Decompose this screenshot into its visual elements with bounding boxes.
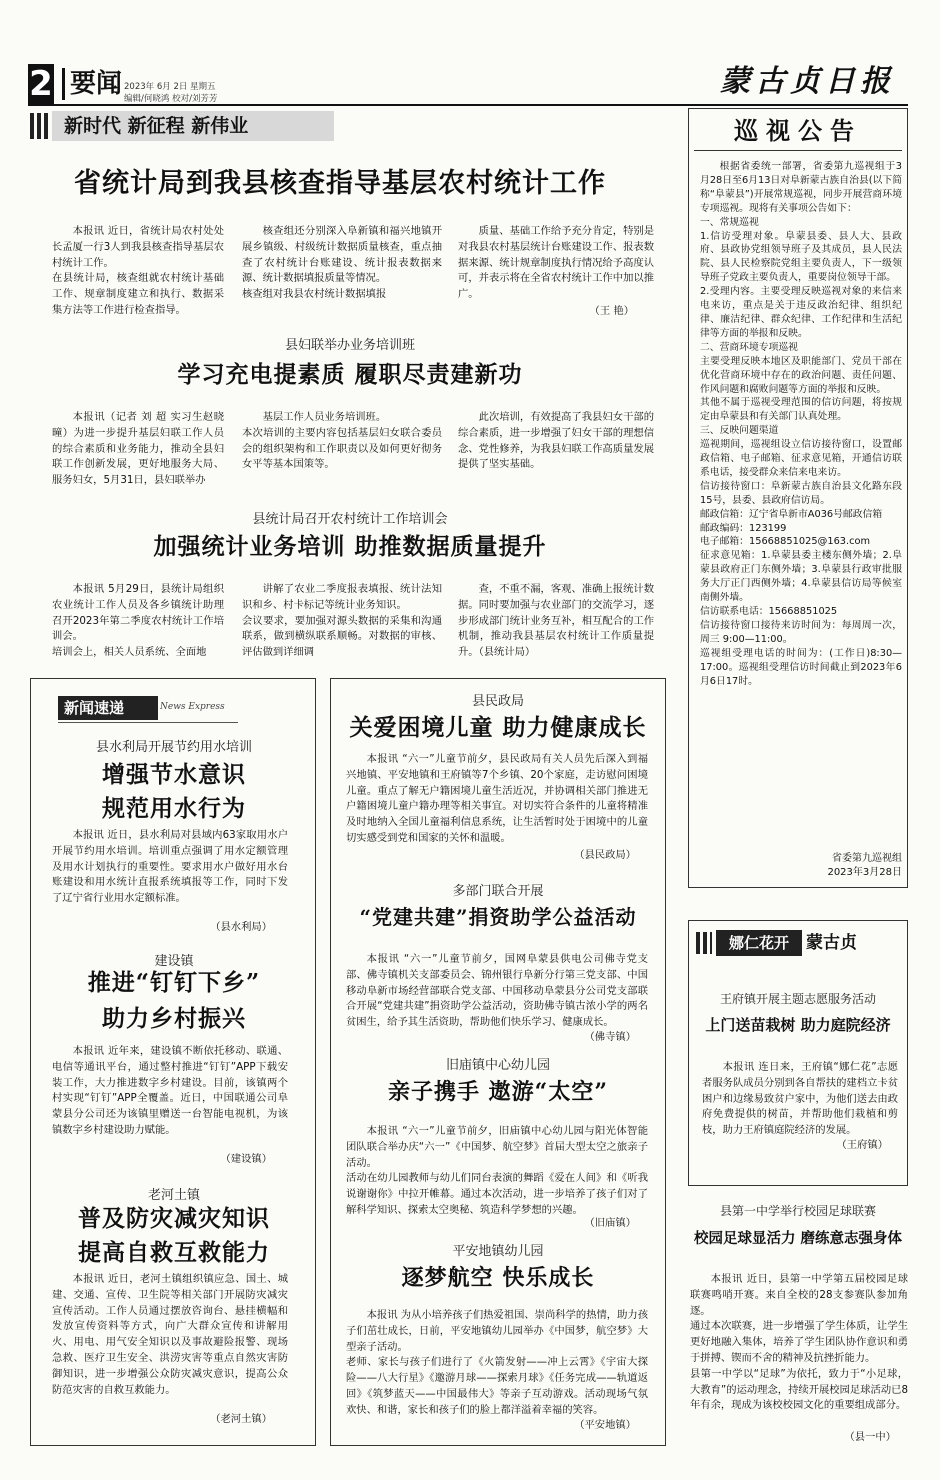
news-title: 亲子携手 遨游“太空” bbox=[388, 1079, 608, 1105]
editors: 编辑/何晓鸿 校对/刘芳芳 bbox=[124, 94, 218, 104]
article-title: 加强统计业务培训 助推数据质量提升 bbox=[153, 533, 547, 560]
notice-text: 根据省委统一部署，省委第九巡视组于3月28日至6月13日对阜新蒙古族自治县(以下简称“阜蒙县”)开展常规巡视，同步开展营商环境专项巡视。现将有关事项公告如下： 一、常规巡视 1.信访受理对象。阜蒙县委、县人大、县政府、县政协党组领导班子及其成员，县人民法院、县人民检察院党组主要负责人，下一级领导班子党政主要负责人，重要岗位领导干部。 2.受理内容。主要受理反映巡视对象的来信来电来访，重点是关于违反政治纪律、组织纪律、廉洁纪律、群众纪律、工作纪律和生活纪律等方面的举报和反映。 二、营商环境专项巡视 主要受理反映本地区及职能部门、党员干部在优化营商环境中存在的政治问题、责任问题、作风问题和腐败问题等方面的举报和反映。 其他不属于巡视受理范围的信访问题，将按规定由阜蒙县和有关部门认真处理。 三、反映问题渠道 巡视期间，巡视组设立信访接待窗口，设置邮政信箱、电子邮箱、征求意见箱，开通信访联系电话，接受群众来信来电来访。 信访接待窗口：阜新蒙古族自治县文化路东段15号，县委、县政府信访局。 邮政信箱：辽宁省阜新市A036号邮政信箱 邮政编码：123199 电子邮箱：15668851025@163.com 征求意见箱：1.阜蒙县委主楼东侧外墙；2.阜蒙县政府正门东侧外墙；3.阜蒙县行政审批服务大厅正门西侧外墙；4.阜蒙县信访局等候室南侧外墙。 信访联系电话：15668851025 信访接待窗口接待来访时间为：每周周一次，周三 9:00—11:00。 巡视组受理电话的时间为：(工作日)8:30—17:00。巡视组受理信访时间截止到2023年6月6日17时。 bbox=[700, 161, 902, 687]
news-subtitle: 平安地镇幼儿园 bbox=[452, 1244, 544, 1259]
article-text: 核查组还分别深入阜新镇和福兴地镇开展乡镇级、村级统计数据质量核查，重点抽查了农村统计台账建设、统计报表数据来源、统计数据填报质量等情况。 核查组对我县农村统计数据填报 bbox=[242, 225, 442, 301]
notice-date: 2023年3月28日 bbox=[827, 867, 902, 878]
news-title: 校园足球显活力 磨练意志强身体 bbox=[693, 1230, 903, 1247]
news-subtitle: 县水利局开展节约用水培训 bbox=[95, 740, 252, 755]
article-text: 讲解了农业二季度报表填报、统计法知识和乡、村卡标记等统计业务知识。 会议要求，要加强对源头数据的采集和沟通联系，做到横纵联系顺畅。对数据的审核、评估做到详细调 bbox=[242, 583, 442, 659]
news-title: 增强节水意识 bbox=[102, 761, 246, 788]
news-title: 规范用水行为 bbox=[102, 795, 246, 822]
article-title: 学习充电提素质 履职尽责建新功 bbox=[177, 361, 523, 388]
article-text: 本报讯（记者 刘 超 实习生赵晓曈）为进一步提升基层妇联工作人员的综合素质和业务能力，推动全县妇联工作创新发展，更好地服务大局、服务妇女，5月31日，县妇联举办 bbox=[52, 411, 224, 487]
page-number: 2 bbox=[29, 64, 53, 104]
news-subtitle: 县民政局 bbox=[471, 694, 524, 709]
news-subtitle: 王府镇开展主题志愿服务活动 bbox=[719, 992, 876, 1006]
article-text: 此次培训，有效提高了我县妇女干部的综合素质，进一步增强了妇女干部的理想信念、党性修养，为我县妇联工作高质量发展提供了坚实基础。 bbox=[458, 411, 654, 471]
banner-label: 新时代 新征程 新伟业 bbox=[52, 111, 334, 141]
news-text: 本报讯 近日，县水利局对县域内63家取用水户开展节约用水培训。培训重点强调了用水定额管理及用水计划执行的重要性。要求用水户做好用水台账建设和用水统计直报系统填报等工作，同时下发了辽宁省行业用水定额标准。 bbox=[52, 829, 288, 905]
news-text: 本报讯 “六一”儿童节前夕，县民政局有关人员先后深入到福兴地镇、平安地镇和王府镇等7个乡镇、20个家庭，走访慰问困境儿童。重点了解无户籍困境儿童生活近况，并协调相关部门推进无户籍困境儿童户籍办理等相关事宜。对切实符合条件的儿童将精准及时地纳入全国儿童福利信息系统，让生活暂时处于困境中的儿童切实感受到党和国家的关怀和温暖。 bbox=[346, 753, 648, 844]
news-subtitle: 老河土镇 bbox=[147, 1188, 200, 1203]
notice-title-rule bbox=[694, 150, 902, 151]
byline: （旧庙镇） bbox=[584, 1217, 636, 1229]
news-text: 本报讯 近年来，建设镇不断依托移动、联通、电信等通讯平台，通过整村推进“钉钉”APP下载安装工作，大力推进数字乡村建设。目前，该镇两个村实现“钉钉”APP全覆盖。近日，中国联通公司阜蒙县分公司还为该镇里赠送一台智能电视机，为该镇数字乡村建设助力赋能。 bbox=[52, 1045, 288, 1136]
news-text: 本报讯 近日，县第一中学第五届校园足球联赛鸣哨开赛。来自全校的28支参赛队参加角逐。 通过本次联赛，进一步增强了学生体质，让学生更好地融入集体，培养了学生团队协作意识和勇于拼搏、锲而不舍的精神及抗挫折能力。 县第一中学以“足球”为依托，致力于“小足球，大教育”的运动理念，持续开展校园足球活动已8年有余，现成为该校校园文化的重要组成部分。 bbox=[690, 1273, 908, 1412]
news-title: 普及防灾减灾知识 bbox=[78, 1205, 270, 1232]
column-tag: 娜仁花开 bbox=[716, 930, 802, 956]
paper-name-logo: 蒙古贞日报 bbox=[720, 64, 895, 99]
news-express-underline bbox=[58, 722, 238, 723]
article-title: 省统计局到我县核查指导基层农村统计工作 bbox=[74, 168, 606, 199]
article-text: 本报讯 5月29日，县统计局组织农业统计工作人员及各乡镇统计助理召开2023年第二季度农村统计工作培训会。 培训会上，相关人员系统、全面地 bbox=[52, 583, 224, 659]
news-text: 本报讯 连日来，王府镇“娜仁花”志愿者服务队成员分别到各自帮扶的建档立卡贫困户和边缘易致贫户家中，为他们送去由政府免费提供的树苗，并帮助他们栽植和剪枝，助力王府镇庭院经济的发展。 bbox=[702, 1061, 898, 1137]
byline: （王 艳） bbox=[589, 305, 634, 317]
article-text: 查，不重不漏，客观、准确上报统计数据。同时要加强与农业部门的交流学习，逐步形成部门统计业务互补，相互配合的工作机制，推动我县基层农村统计工作质量提升。（县统计局） bbox=[458, 583, 654, 659]
article-subtitle: 县妇联举办业务培训班 bbox=[284, 338, 415, 353]
news-subtitle: 建设镇 bbox=[154, 954, 194, 969]
column-tag-suffix: 蒙古贞 bbox=[806, 933, 857, 953]
byline: （县一中） bbox=[844, 1431, 896, 1443]
news-title: 关爱困境儿童 助力健康成长 bbox=[349, 714, 647, 741]
issue-date: 2023年 6月 2日 星期五 bbox=[124, 82, 216, 92]
news-subtitle: 旧庙镇中心幼儿园 bbox=[445, 1058, 550, 1073]
article-text: 基层工作人员业务培训班。 本次培训的主要内容包括基层妇女联合委员会的组织架构和工作职责以及如何更好彻务女平等基本国策等。 bbox=[242, 411, 442, 471]
news-express-tag: 新闻速递 bbox=[58, 696, 158, 720]
article-text: 质量、基础工作给予充分肯定，特别是对我县农村基层统计台账建设工作、报表数据来源、统计规章制度执行情况给予高度认可，并表示将在全省农村统计工作中加以推广。 bbox=[458, 225, 654, 301]
banner-bars bbox=[30, 113, 50, 139]
byline: （平安地镇） bbox=[574, 1419, 636, 1431]
byline: （老河土镇） bbox=[210, 1413, 272, 1425]
notice-signature: 省委第九巡视组 bbox=[832, 853, 902, 864]
article-subtitle: 县统计局召开农村统计工作培训会 bbox=[252, 512, 448, 527]
byline: （王府镇） bbox=[836, 1139, 888, 1151]
news-text: 本报讯 “六一”儿童节前夕，旧庙镇中心幼儿园与阳光体智能团队联合举办庆“六一”《中国梦、航空梦》首届大型太空之旅亲子活动。 活动在幼儿园教师与幼儿们同台表演的舞蹈《爱在人间》和《听我说谢谢你》中拉开帷幕。通过本次活动，进一步培养了孩子们对了解科学知识、探索太空奥秘、筑造科学梦想的兴趣。 bbox=[346, 1125, 648, 1216]
news-text: 本报讯 近日，老河土镇组织镇应急、国土、城建、交通、宣传、卫生院等相关部门开展防灾减灾宣传活动。工作人员通过摆放咨询台、悬挂横幅和发放宣传资料等方式，向广大群众宣传和讲解用火、用电、用气安全知识以及事故避险报警、现场急救、医疗卫生安全、洪涝灾害等重点自然灾害防御知识，进一步增强公众防灾减灾意识，提高公众防范灾害的自救互救能力。 bbox=[52, 1273, 288, 1396]
masthead-rule bbox=[28, 104, 908, 106]
article-text: 本报讯 近日，省统计局农村处处长孟厦一行3人到我县核查指导基层农村统计工作。 在县统计局，核查组就农村统计基础工作、规章制度建立和执行、数据采集方法等工作进行检查指导。 bbox=[52, 225, 224, 316]
byline: （县水利局） bbox=[210, 921, 272, 933]
news-express-tag-en: News Express bbox=[160, 702, 225, 712]
column-bars bbox=[696, 932, 712, 954]
news-subtitle: 多部门联合开展 bbox=[452, 884, 544, 899]
news-text: 本报讯 “六一”儿童节前夕，国网阜蒙县供电公司佛寺党支部、佛寺镇机关支部委员会、锦州银行阜新分行第三党支部、中国移动阜新市场经营部联合党支部、中国移动阜蒙县分公司党支部联合开展“党建共建”捐资助学公益活动，资助佛寺镇古浓小学的两名贫困生，给予其生活资助，帮助他们快乐学习、健康成长。 bbox=[346, 953, 648, 1029]
news-title: “党建共建”捐资助学公益活动 bbox=[359, 905, 637, 929]
news-title: 提高自救互救能力 bbox=[78, 1239, 270, 1266]
section-name: 要闻 bbox=[62, 68, 122, 100]
news-text: 本报讯 为从小培养孩子们热爱祖国、崇尚科学的热情，助力孩子们茁壮成长，日前，平安地镇幼儿园举办《中国梦，航空梦》大型亲子活动。 老师、家长与孩子们进行了《火箭发射——冲上云霄》《宇宙大探险——八大行星》《邀游月球——探索月球》《任务完成——轨道返回》《筑梦蓝天——中国最伟大》等亲子互动游戏。活动现场气氛欢快、和谐，家长和孩子们的脸上都洋溢着幸福的笑容。 bbox=[346, 1309, 648, 1416]
byline: （佛寺镇） bbox=[584, 1031, 636, 1043]
news-title: 助力乡村振兴 bbox=[102, 1005, 246, 1032]
news-subtitle: 县第一中学举行校园足球联赛 bbox=[719, 1204, 876, 1218]
news-title: 上门送苗栽树 助力庭院经济 bbox=[705, 1016, 891, 1034]
byline: （县民政局） bbox=[574, 849, 636, 861]
news-title: 推进“钉钉下乡” bbox=[87, 969, 261, 996]
news-title: 逐梦航空 快乐成长 bbox=[401, 1265, 595, 1291]
notice-title: 巡视公告 bbox=[734, 116, 862, 145]
byline: （建设镇） bbox=[220, 1153, 272, 1165]
